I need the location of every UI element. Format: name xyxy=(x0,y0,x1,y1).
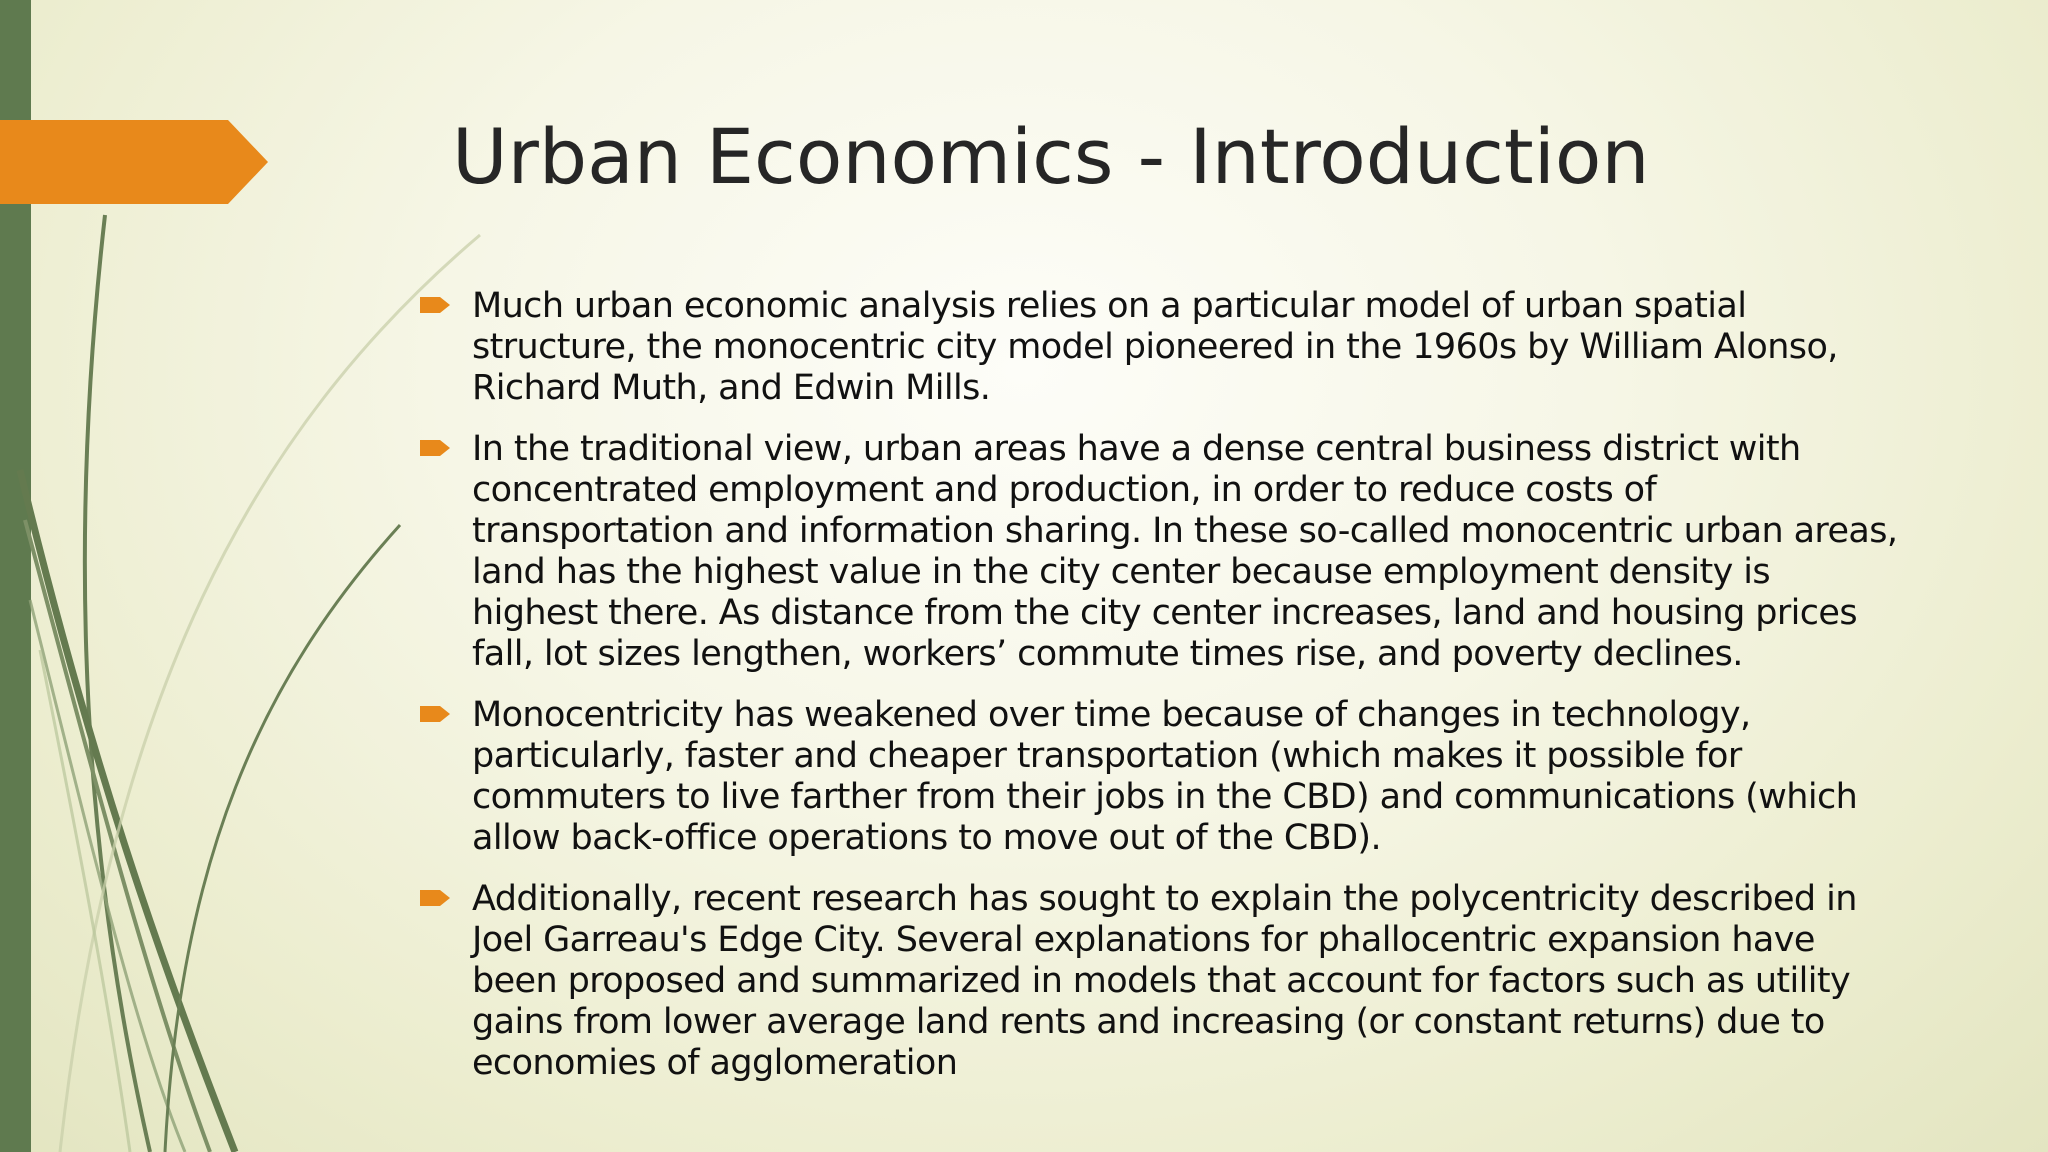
orange-arrow-bullet-icon xyxy=(420,295,450,315)
orange-arrow-bullet-icon xyxy=(420,704,450,724)
bullet-item xyxy=(420,879,1900,1084)
bullet-item xyxy=(420,429,1900,675)
accent-arrow-icon xyxy=(0,120,268,204)
bullet-list xyxy=(420,286,1900,1104)
slide-title: Urban Economics - Introduction xyxy=(452,112,1650,201)
bullet-text: Monocentricity has weakened over time because of changes in technology, particularly, faster and cheaper transportation (which makes it possible for commuters to live farther from their jobs in the CBD) and communications (which allow back-office operations to move out of the CBD). xyxy=(472,695,1858,858)
bullet-item xyxy=(420,286,1900,409)
bullet-text: Much urban economic analysis relies on a particular model of urban spatial structure, the monocentric city model pioneered in the 1960s by William Alonso, Richard Muth, and Edwin Mills. xyxy=(472,286,1838,408)
orange-arrow-bullet-icon xyxy=(420,888,450,908)
bullet-text: Additionally, recent research has sought to explain the polycentricity described in Joel Garreau's Edge City. Several explanations for phallocentric expansion have been proposed and summarized in models that account for factors such as utility gains from lower average land rents and increasing (or constant returns) due to economies of agglomeration xyxy=(472,879,1857,1083)
bullet-item xyxy=(420,695,1900,859)
orange-arrow-bullet-icon xyxy=(420,438,450,458)
bullet-text: In the traditional view, urban areas have a dense central business district with concentrated employment and production, in order to reduce costs of transportation and information sharing. In these so-called monocentric urban areas, land has the highest value in the city center because employment density is highest there. As distance from the city center increases, land and housing prices fall, lot sizes lengthen, workers’ commute times rise, and poverty declines. xyxy=(472,429,1898,674)
